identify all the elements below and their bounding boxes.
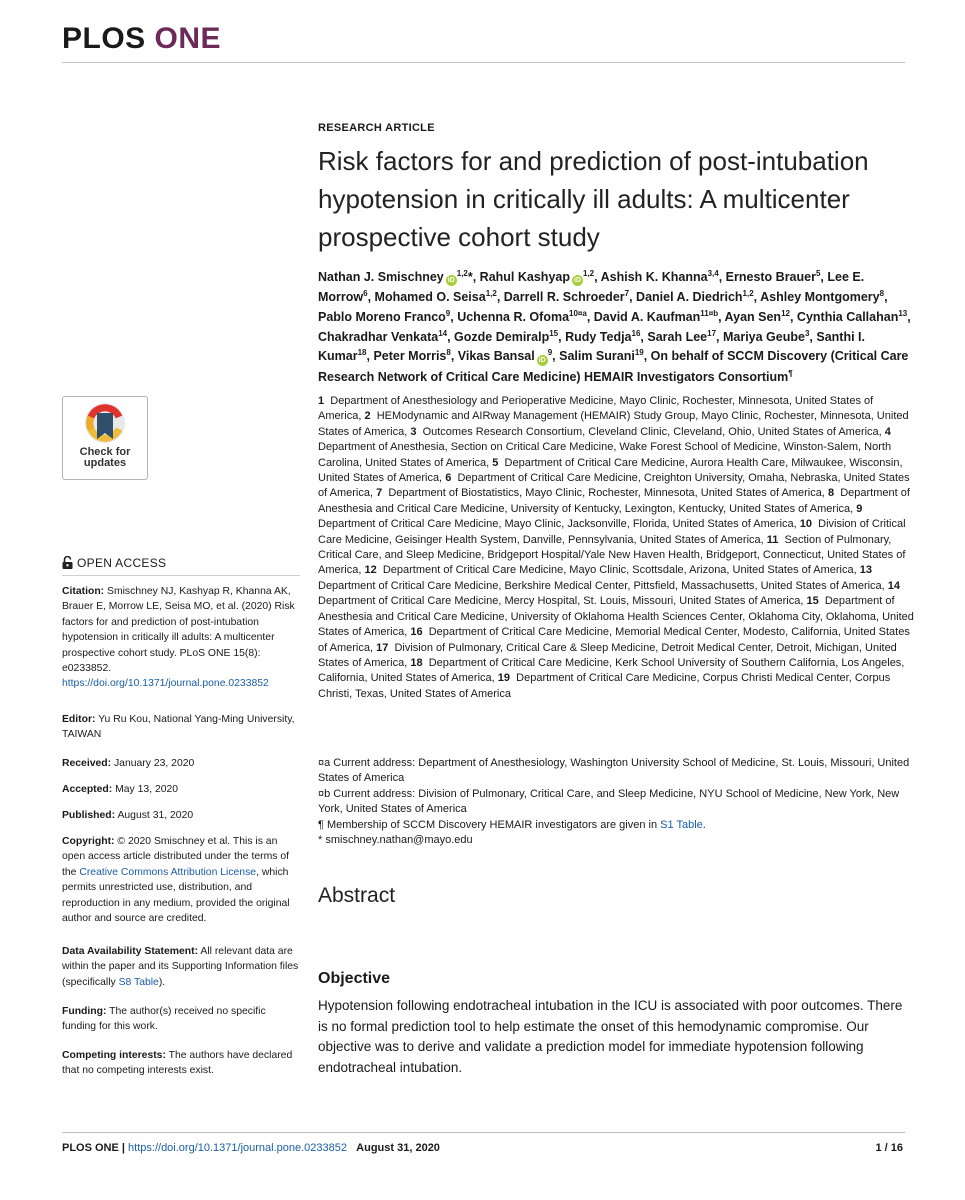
author-affil-sup: 11¤b (700, 308, 719, 318)
affiliation-number: 7 (376, 487, 383, 500)
received-block (62, 756, 300, 771)
author-text: , Santhi I. Kumar (318, 329, 865, 364)
s1-table-link[interactable]: S1 Table (660, 818, 703, 831)
author-affil-sup: 8 (879, 289, 885, 299)
accepted-block (62, 782, 300, 797)
affiliation-number: 1 (318, 395, 325, 407)
accepted-date: May 13, 2020 (115, 784, 179, 795)
open-lock-icon (62, 556, 73, 569)
author-affil-sup: 18 (357, 348, 367, 358)
affiliation-number: 8 (827, 487, 835, 500)
author-text: , Sarah Lee (640, 329, 708, 344)
corresponding-email[interactable]: * smischney.nathan@mayo.edu (318, 834, 473, 847)
affiliation-text: Division of Critical Care Medicine, Geisinger Health System, Danville, Pennsylvania, United States of America, (318, 518, 906, 546)
competing-interests-label: Competing interests: (62, 1050, 166, 1061)
author-text: , Gozde Demiralp (447, 329, 550, 344)
author-text: , Chakradhar Venkata (318, 310, 911, 344)
author-list (318, 266, 918, 385)
affiliation-number: 11 (766, 533, 779, 546)
citation-label: Citation: (62, 586, 105, 597)
affiliation-number: 19 (497, 672, 511, 685)
author-affil-sup: 12 (781, 308, 790, 318)
affiliation-text: Department of Critical Care Medicine, Aurora Health Care, Milwaukee, Wisconsin, United States of America, (318, 456, 903, 485)
affiliation-text: Department of Anesthesia and Critical Care Medicine, University of Kentucky, Lexington, Kentucky, United States of America, (318, 487, 910, 515)
affiliation-text: HEModynamic and AIRway Management (HEMAIR) Study Group, Mayo Clinic, Rochester, Minnesota, United States of America, (318, 410, 909, 438)
open-access-label: OPEN ACCESS (77, 556, 167, 570)
citation-doi-link[interactable]: https://doi.org/10.1371/journal.pone.0233852 (62, 678, 269, 690)
author-affil-sup: 1,2 (456, 269, 468, 278)
author-affil-sup: 1,2 (742, 289, 754, 299)
affiliation-text: Department of Critical Care Medicine, Mayo Clinic, Scottsdale, Arizona, United States of America, (382, 564, 857, 577)
author-text: Nathan J. Smischney (318, 270, 444, 285)
author-text: , On behalf of SCCM Discovery (Critical Care Research Network of Critical Care Medicine) HEMAIR Investigators Consortium (318, 349, 909, 384)
copyright-label: Copyright: (62, 836, 115, 847)
affiliation-number: 18 (410, 656, 423, 669)
footer-divider (62, 1132, 905, 1133)
author-affil-sup: 9 (445, 308, 451, 318)
abstract-heading: Abstract (318, 884, 396, 907)
affiliation-number: 12 (364, 564, 377, 577)
funding-block (62, 1004, 300, 1035)
article-title: Risk factors for and prediction of post-intubation hypotension in critically ill adults: A multicenter prospective cohort study (318, 146, 869, 252)
cc-license-link[interactable]: Creative Commons Attribution License (79, 866, 257, 878)
page-number: 1 / 16 (875, 1142, 903, 1154)
affiliation-text: Department of Critical Care Medicine, Kerk School University of Southern California, Los Angeles, California, United States of America, (318, 656, 905, 685)
author-affil-sup: 16 (631, 328, 641, 338)
author-text: , Mariya Geube (716, 329, 805, 344)
journal-logo (62, 22, 221, 56)
affiliation-text: Outcomes Research Consortium, Cleveland Clinic, Cleveland, Ohio, United States of America, (422, 425, 882, 438)
author-notes (318, 756, 918, 848)
author-affil-sup: 6 (363, 289, 368, 299)
affiliation-number: 15 (806, 595, 819, 608)
affiliation-number: 10 (799, 518, 812, 531)
logo-part-one: ONE (154, 22, 222, 55)
membership-text: ¶ Membership of SCCM Discovery HEMAIR investigators are given in (318, 818, 661, 831)
footer-doi-link[interactable]: https://doi.org/10.1371/journal.pone.0233852 (128, 1142, 347, 1154)
affiliation-text: Department of Critical Care Medicine, Corpus Christi Medical Center, Corpus Christi, Texas, United States of America (318, 672, 891, 700)
affiliation-text: Department of Critical Care Medicine, Memorial Medical Center, Modesto, California, United States of America, (318, 626, 910, 654)
citation-text: Smischney NJ, Kashyap R, Khanna AK, Brauer E, Morrow LE, Seisa MO, et al. (2020) Risk factors for and prediction of post-intubation hypotension in critically ill adults: A multicenter prospective cohort study. PLoS ONE 15(8): e0233852. (62, 586, 295, 675)
accepted-label: Accepted: (62, 784, 113, 795)
author-affil-sup: 8 (446, 348, 451, 358)
author-text: , David A. Kaufman (586, 310, 701, 325)
author-affil-sup: 7 (624, 289, 630, 299)
current-address-b: ¤b Current address: Division of Pulmonary, Critical Care, and Sleep Medicine, NYU School of Medicine, New York, New York, United States of America (318, 787, 900, 816)
badge-line-1: Check for (79, 446, 131, 458)
author-text: , Darrell R. Schroeder (496, 290, 625, 305)
received-label: Received: (62, 758, 112, 769)
author-text: , Ashley Montgomery (753, 290, 880, 305)
author-affil-sup: 3,4 (707, 269, 719, 278)
author-affil-sup: 9 (547, 348, 553, 358)
editor-label: Editor: (62, 714, 96, 725)
affiliation-number: 14 (887, 579, 901, 592)
orcid-icon[interactable]: iD (447, 277, 455, 285)
author-text: , Vikas Bansal (450, 349, 535, 364)
author-affil-sup: 3 (804, 328, 810, 338)
affiliation-text: Department of Critical Care Medicine, Mayo Clinic, Jacksonville, Florida, United States of America, (318, 518, 797, 531)
published-date: August 31, 2020 (117, 810, 194, 821)
copyright-text-2: , which permits unrestricted use, distribution, and reproduction in any medium, provided the original author and source are credited. (62, 866, 290, 925)
author-text: , Peter Morris (366, 349, 447, 364)
author-affil-sup: 5 (815, 269, 821, 278)
orcid-icon[interactable]: iD (574, 277, 581, 285)
affiliation-number: 6 (445, 472, 452, 485)
objective-heading: Objective (318, 970, 391, 987)
author-text: , Cynthia Callahan (789, 310, 899, 325)
s8-table-link[interactable]: S8 Table (118, 976, 159, 988)
data-availability-label: Data Availability Statement: (62, 946, 199, 957)
header-divider (62, 62, 905, 63)
author-affil-sup: ¶ (788, 368, 793, 378)
objective-text: Hypotension following endotracheal intubation in the ICU is associated with poor outcomes. There is no formal prediction tool to help estimate the onset of this hemodynamic compromise. Our objective was to derive and validate a prediction model for immediate hypotension following endotracheal intubation. (318, 998, 903, 1075)
affiliation-text: Department of Critical Care Medicine, Creighton University, Omaha, Nebraska, United States of America, (318, 472, 910, 500)
affiliation-number: 4 (884, 425, 891, 438)
author-text: , Lee E. Morrow (318, 270, 865, 305)
membership-suffix: . (702, 818, 706, 831)
open-access-heading (62, 556, 166, 570)
footer-journal: PLOS ONE (62, 1142, 119, 1154)
page-footer (62, 1142, 440, 1154)
competing-interests-text: The authors have declared that no competing interests exist. (62, 1050, 293, 1077)
author-text: , Salim Surani (552, 349, 635, 364)
author-text: , Pablo Moreno Franco (318, 290, 888, 325)
affiliation-text: Department of Critical Care Medicine, Berkshire Medical Center, Pittsfield, Massachusetts, United States of America, (318, 579, 885, 592)
author-text: , Ayan Sen (718, 310, 782, 325)
competing-interests-block (62, 1048, 300, 1079)
editor-block (62, 712, 300, 743)
data-availability-block (62, 944, 300, 990)
author-affil-sup: 1,2 (485, 289, 497, 299)
logo-part-plos: PLOS (62, 22, 146, 55)
affiliation-text: Section of Pulmonary, Critical Care, and Sleep Medicine, Bridgeport Hospital/Yale New Haven Health, Bridgeport, Connecticut, United States of America, (318, 533, 906, 577)
author-affil-sup: 13 (898, 308, 908, 318)
badge-line-2: updates (83, 457, 127, 469)
author-affil-sup: 15 (549, 328, 559, 338)
funding-text: The author(s) received no specific funding for this work. (62, 1006, 266, 1033)
affiliation-text: Department of Critical Care Medicine, Mercy Hospital, St. Louis, Missouri, United States of America, (318, 595, 804, 608)
affiliation-text: Division of Pulmonary, Critical Care & Sleep Medicine, Detroit Medical Center, Detroit, Michigan, United States of America, (318, 641, 897, 669)
data-availability-suffix: ). (158, 976, 166, 988)
affiliation-number: 16 (410, 626, 423, 639)
affiliation-number: 13 (859, 564, 872, 577)
author-text: , Ashish K. Khanna (594, 270, 708, 285)
affiliations (318, 394, 918, 702)
footer-separator: | (118, 1142, 129, 1154)
author-affil-sup: 10¤a (569, 308, 587, 318)
author-affil-sup: 19 (634, 348, 644, 358)
affiliation-text: Department of Anesthesia and Critical Care Medicine, University of Oklahoma Health Sciences Center, Oklahoma City, Oklahoma, United States of America, (318, 595, 914, 639)
data-availability-text: All relevant data are within the paper and its Supporting Information files (specifically (62, 946, 299, 988)
author-affil-sup: 17 (707, 328, 717, 338)
copyright-block (62, 834, 300, 926)
affiliation-number: 9 (856, 502, 863, 515)
affiliation-text: Department of Anesthesiology and Perioperative Medicine, Mayo Clinic, Rochester, Minnesota, United States of America, (318, 395, 874, 423)
author-affil-sup: 1,2 (583, 269, 595, 278)
published-block (62, 808, 300, 823)
check-for-updates-icon (63, 399, 147, 449)
citation-block (62, 584, 300, 692)
footer-date: August 31, 2020 (356, 1142, 440, 1154)
funding-label: Funding: (62, 1006, 107, 1017)
author-text: , Daniel A. Diedrich (629, 290, 743, 305)
author-text: , Uchenna R. Ofoma (450, 310, 570, 325)
affiliation-number: 2 (364, 410, 371, 423)
author-text: , Rudy Tedja (558, 329, 632, 344)
orcid-icon[interactable]: iD (538, 356, 546, 364)
published-label: Published: (62, 810, 116, 821)
copyright-text: © 2020 Smischney et al. This is an open access article distributed under the terms of the (62, 836, 289, 878)
received-date: January 23, 2020 (113, 758, 195, 769)
author-text: *, Rahul Kashyap (467, 270, 570, 285)
membership-note (318, 818, 918, 833)
sidebar-divider (62, 575, 300, 576)
check-for-updates-badge[interactable] (62, 396, 148, 480)
affiliation-text: Department of Biostatistics, Mayo Clinic, Rochester, Minnesota, United States of America, (388, 487, 825, 500)
author-text: , Mohamed O. Seisa (367, 290, 486, 305)
article-type: RESEARCH ARTICLE (318, 122, 435, 134)
author-affil-sup: 14 (438, 328, 448, 338)
affiliation-number: 3 (410, 425, 417, 438)
badge-label (63, 447, 147, 469)
editor-text: Yu Ru Kou, National Yang-Ming University, TAIWAN (62, 714, 295, 741)
affiliation-text: Department of Anesthesia, Section on Critical Care Medicine, Wake Forest School of Medicine, Winston-Salem, North Carolina, United States of America, (318, 441, 892, 469)
affiliation-number: 17 (376, 641, 389, 654)
author-text: , Ernesto Brauer (718, 270, 816, 285)
affiliation-number: 5 (492, 456, 499, 469)
current-address-a: ¤a Current address: Department of Anesthesiology, Washington University School of Medicine, St. Louis, Missouri, United States of America (318, 757, 910, 785)
